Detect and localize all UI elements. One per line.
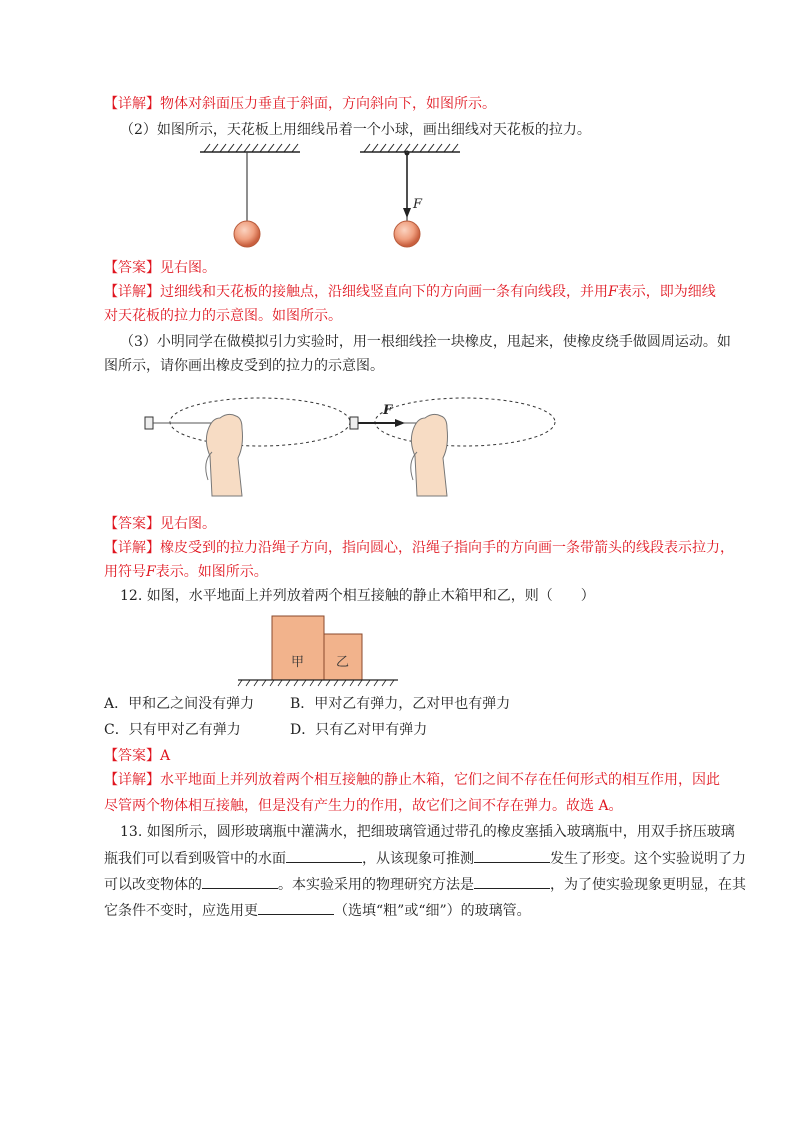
detail-3-line-2 [104,562,268,582]
question-3-line-2: 图所示，请你画出橡皮受到的拉力的示意图。 [104,358,384,374]
answer-2: 【答案】见右图。 [104,260,216,276]
box-jia-label: 甲 [291,655,305,670]
q13-text-b1: 瓶我们可以看到吸管中的水面 [104,851,286,867]
question-13-line-1: 13. 如图所示，圆形玻璃瓶中灌满水，把细玻璃管通过带孔的橡皮塞插入玻璃瓶中，用双手挤压玻璃 [120,824,735,840]
eraser-hand-figure-left [140,390,340,500]
question-13-line-4 [104,900,531,921]
q13-text-d2: （选填“粗”或“细”）的玻璃管。 [334,903,531,919]
blank-2[interactable] [474,848,550,863]
detail-3-symbol: F [146,564,156,580]
question-3-line-1: （3）小明同学在做模拟引力实验时，用一根细线拴一块橡皮，甩起来，使橡皮绕手做圆周运动。如 [120,334,731,350]
eraser-hand-figure-right [345,390,545,500]
force-label-F: F [413,197,423,212]
detail-2-text-a: 【详解】过细线和天花板的接触点，沿细线竖直向下的方向画一条有向线段，并用 [104,284,608,300]
detail-2-line-2: 对天花板的拉力的示意图。如图所示。 [104,308,342,324]
question-13-line-2 [104,848,746,869]
detail-12-line-2: 尽管两个物体相互接触，但是没有产生力的作用，故它们之间不存在弹力。故选 A。 [104,798,623,814]
q13-text-b2: ，从该现象可推测 [362,851,474,867]
answer-12: 【答案】A [104,748,171,764]
q13-text-b3: 发生了形变。这个实验说明了力 [550,851,746,867]
q13-text-c2: 。本实验采用的物理研究方法是 [278,877,474,893]
option-a: A．甲和乙之间没有弹力 [104,696,255,712]
blank-4[interactable] [474,874,550,889]
blank-3[interactable] [202,874,278,889]
question-12: 12. 如图，水平地面上并列放着两个相互接触的静止木箱甲和乙，则（ ） [120,588,595,604]
ceiling-ball-figure-right [360,140,470,250]
blank-5[interactable] [258,900,334,915]
option-d: D．只有乙对甲有弹力 [290,722,428,738]
ceiling-ball-figure-left [200,140,310,250]
force-label-F-2: F [383,403,393,418]
q13-text-c3: ，为了使实验现象更明显，在其 [550,877,746,893]
detail-2-line-1 [104,282,716,302]
detail-3-line-1: 【详解】橡皮受到的拉力沿绳子方向，指向圆心，沿绳子指向手的方向画一条带箭头的线段表示拉力， [104,540,734,556]
question-13-line-3 [104,874,746,895]
option-c: C．只有甲对乙有弹力 [104,722,241,738]
answer-3: 【答案】见右图。 [104,516,216,532]
detail-12-line-1: 【详解】水平地面上并列放着两个相互接触的静止木箱，它们之间不存在任何形式的相互作用，因此 [104,772,720,788]
detail-1: 【详解】物体对斜面压力垂直于斜面，方向斜向下，如图所示。 [104,96,496,112]
question-2: （2）如图所示，天花板上用细线吊着一个小球，画出细线对天花板的拉力。 [120,122,591,138]
boxes-figure [238,610,428,690]
option-b: B．甲对乙有弹力，乙对甲也有弹力 [290,696,511,712]
detail-2-symbol: F [608,284,618,300]
q13-text-d1: 它条件不变时，应选用更 [104,903,258,919]
detail-2-text-b: 表示，即为细线 [617,284,716,300]
box-yi-label: 乙 [336,655,350,670]
detail-3-text-a: 用符号 [104,564,146,580]
detail-3-text-b: 表示。如图所示。 [155,564,268,580]
blank-1[interactable] [286,848,362,863]
q13-text-c1: 可以改变物体的 [104,877,202,893]
